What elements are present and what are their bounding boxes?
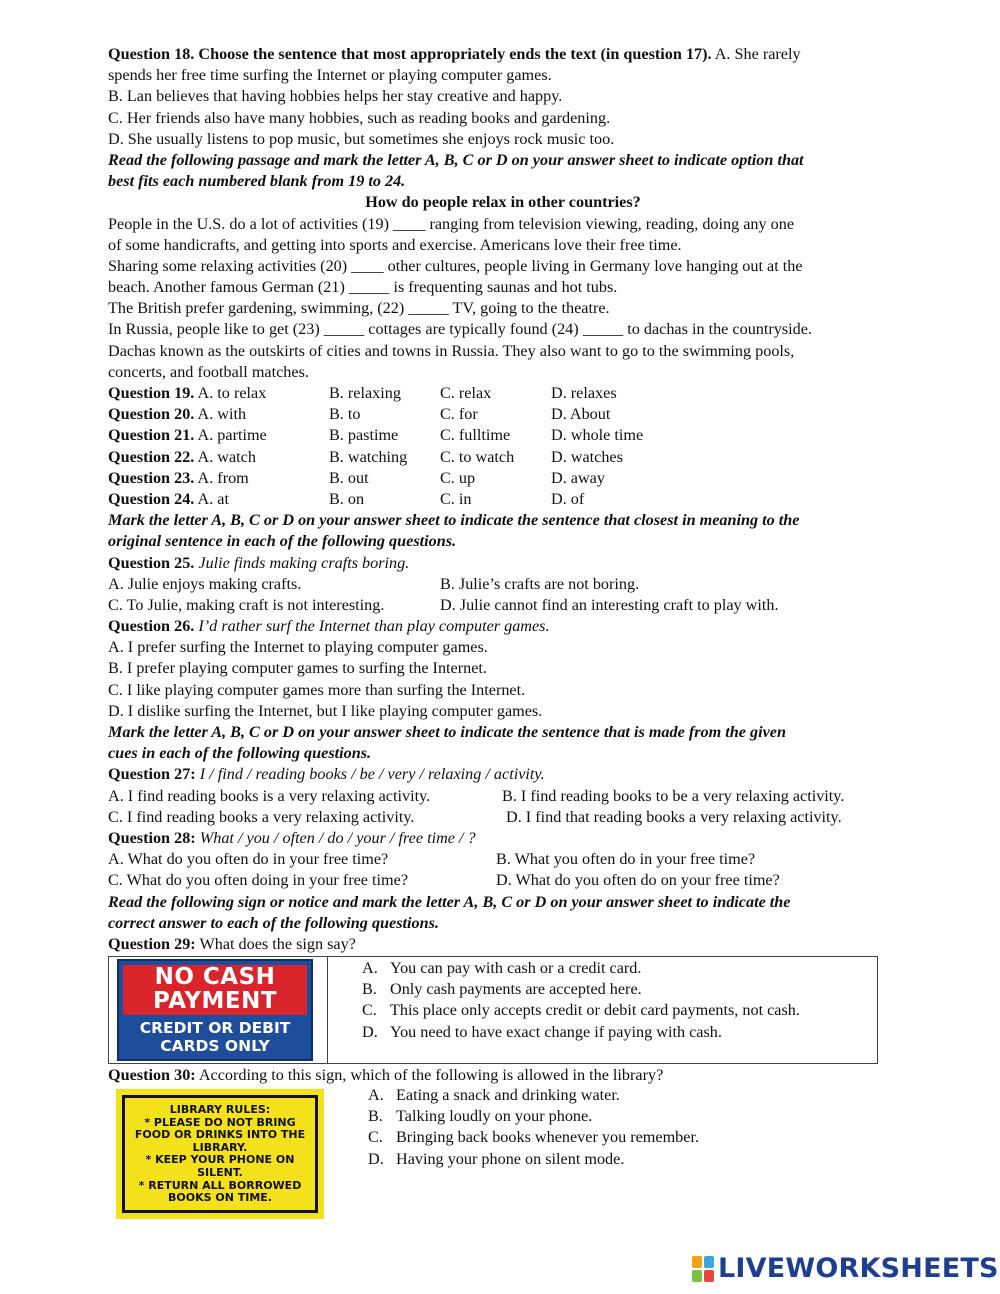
question-18-option-d: D. She usually listens to pop music, but sometimes she enjoys rock music too. — [108, 129, 615, 148]
question-prompt: What does the sign say? — [195, 934, 356, 953]
question-25 — [108, 553, 898, 617]
option-a[interactable]: A. from — [197, 468, 249, 487]
option-c[interactable]: C. up — [440, 468, 476, 487]
question-label: Question 26. — [108, 617, 195, 636]
passage-line: Sharing some relaxing activities (20) ____ other cultures, people living in Germany love hanging out at the — [108, 256, 803, 275]
no-cash-payment-sign — [117, 959, 313, 1061]
option-c[interactable]: C. to watch — [440, 447, 515, 466]
option-a[interactable]: A. Julie enjoys making crafts. — [108, 574, 302, 593]
option-d[interactable]: D. You need to have exact change if paying with cash. — [362, 1022, 722, 1041]
library-rules-panel — [122, 1095, 318, 1213]
question-29-heading — [108, 934, 898, 955]
question-30-heading — [108, 1065, 663, 1086]
option-c[interactable]: C. To Julie, making craft is not interesting. — [108, 595, 385, 614]
passage-line: concerts, and football matches. — [108, 362, 309, 381]
option-b[interactable]: B. out — [329, 468, 369, 487]
option-a[interactable]: A. Eating a snack and drinking water. — [368, 1086, 620, 1104]
passage-line: The British prefer gardening, swimming, (22) _____ TV, going to the theatre. — [108, 299, 610, 318]
question-label: Question 22. — [108, 447, 195, 466]
option-b[interactable]: B. Only cash payments are accepted here. — [362, 980, 642, 999]
question-prompt: I’d rather surf the Internet than play computer games. — [194, 617, 550, 636]
question-20 — [108, 404, 898, 425]
option-b[interactable]: B. on — [329, 489, 365, 508]
option-b[interactable]: B. What you often do in your free time? — [496, 850, 756, 869]
liveworksheets-icon — [692, 1256, 714, 1282]
option-b[interactable]: B. to — [329, 405, 361, 424]
option-d[interactable]: D. I dislike surfing the Internet, but I like playing computer games. — [108, 701, 543, 720]
question-29-options — [328, 957, 800, 1063]
option-a[interactable]: A. partime — [197, 426, 267, 445]
sign-line: CARDS ONLY — [160, 1037, 270, 1055]
option-a[interactable]: A. I find reading books is a very relaxing activity. — [108, 786, 431, 805]
question-label: Question 30: — [108, 1066, 196, 1084]
option-c[interactable]: C. I find reading books a very relaxing activity. — [108, 807, 415, 826]
option-c[interactable]: C. What do you often doing in your free time? — [108, 871, 408, 890]
sign-line: LIBRARY. — [192, 1140, 248, 1154]
sign-line: FOOD OR DRINKS INTO THE — [134, 1128, 306, 1142]
liveworksheets-wordmark: LIVEWORKSHEETS — [718, 1253, 999, 1285]
option-b[interactable]: B. I prefer playing computer games to surfing the Internet. — [108, 659, 487, 678]
question-29-table — [108, 956, 878, 1064]
option-d[interactable]: D. whole time — [551, 426, 644, 445]
option-d[interactable]: D. relaxes — [551, 384, 617, 402]
sign-line: LIBRARY RULES: — [169, 1103, 271, 1116]
passage-line: People in the U.S. do a lot of activities (19) ____ ranging from television viewing, reading, doing any one — [108, 214, 795, 233]
worksheet-page — [108, 44, 898, 955]
passage-line: Dachas known as the outskirts of cities and towns in Russia. They also want to go to the swimming pools, — [108, 341, 795, 360]
question-22 — [108, 447, 898, 468]
question-label: Question 27: — [108, 765, 196, 784]
question-24 — [108, 489, 898, 510]
sign-line: NO CASH — [154, 964, 276, 990]
sign-line: CREDIT OR DEBIT — [139, 1019, 291, 1037]
question-23 — [108, 468, 898, 489]
sign-cell — [109, 957, 328, 1063]
question-18-option-c: C. Her friends also have many hobbies, such as reading books and gardening. — [108, 108, 611, 127]
liveworksheets-logo — [692, 1253, 999, 1285]
question-prompt: I / find / reading books / be / very / relaxing / activity. — [195, 765, 545, 784]
question-18-heading: Question 18. Choose the sentence that most appropriately ends the text (in question 17). — [108, 45, 712, 63]
option-b[interactable]: B. relaxing — [329, 384, 401, 402]
instruction-meaning-line2: original sentence in each of the following questions. — [108, 532, 457, 551]
question-label: Question 21. — [108, 426, 195, 445]
sign-line: * KEEP YOUR PHONE ON — [145, 1153, 295, 1167]
option-c[interactable]: C. This place only accepts credit or debit card payments, not cash. — [362, 1001, 800, 1020]
question-label: Question 29: — [108, 934, 196, 953]
instruction-reading-line1: Read the following passage and mark the letter A, B, C or D on your answer sheet to indicate option that — [108, 150, 804, 169]
option-a[interactable]: A. to relax — [197, 384, 267, 402]
option-d[interactable]: D. away — [551, 468, 605, 487]
option-a[interactable]: A. I prefer surfing the Internet to playing computer games. — [108, 638, 488, 657]
question-prompt: Julie finds making crafts boring. — [194, 553, 410, 572]
option-d[interactable]: D. About — [551, 405, 611, 424]
option-c[interactable]: C. fulltime — [440, 426, 511, 445]
question-label: Question 23. — [108, 468, 195, 487]
question-18 — [108, 44, 898, 150]
option-c[interactable]: C. relax — [440, 384, 492, 402]
option-c[interactable]: C. Bringing back books whenever you remember. — [368, 1128, 699, 1147]
option-b[interactable]: B. Julie’s crafts are not boring. — [440, 574, 640, 593]
option-b[interactable]: B. Talking loudly on your phone. — [368, 1107, 593, 1126]
option-c[interactable]: C. I like playing computer games more than surfing the Internet. — [108, 680, 526, 699]
sign-line: PAYMENT — [152, 988, 278, 1014]
option-d[interactable]: D. watches — [551, 447, 623, 466]
question-18-option-a-cont: spends her free time surfing the Internet or playing computer games. — [108, 66, 552, 85]
question-30-options — [368, 1085, 699, 1170]
sign-red-panel — [123, 965, 307, 1015]
option-a[interactable]: A. watch — [197, 447, 256, 466]
option-a[interactable]: A. with — [197, 405, 247, 424]
instruction-meaning-line1: Mark the letter A, B, C or D on your answer sheet to indicate the sentence that closest in meaning to the — [108, 511, 800, 530]
library-rules-sign — [116, 1089, 324, 1219]
passage-line: of some handicrafts, and getting into sports and exercise. Americans love their free time. — [108, 235, 682, 254]
question-18-option-b: B. Lan believes that having hobbies helps her stay creative and happy. — [108, 87, 563, 106]
question-18-option-a-start: A. She rarely — [711, 45, 801, 63]
option-d[interactable]: D. of — [551, 489, 585, 508]
sign-line: SILENT. — [197, 1165, 243, 1179]
question-26 — [108, 616, 898, 722]
option-b[interactable]: B. pastime — [329, 426, 399, 445]
question-28 — [108, 828, 898, 892]
question-21 — [108, 425, 898, 446]
question-19 — [108, 383, 898, 404]
sign-blue-panel — [123, 1019, 307, 1055]
instruction-sign-line1: Read the following sign or notice and mark the letter A, B, C or D on your answer sheet to indicate the — [108, 892, 791, 911]
question-27 — [108, 764, 898, 828]
instruction-cues-line2: cues in each of the following questions. — [108, 744, 372, 763]
option-d[interactable]: D. Julie cannot find an interesting craft to play with. — [440, 595, 779, 614]
question-label: Question 25. — [108, 553, 195, 572]
passage-title: How do people relax in other countries? — [365, 193, 641, 212]
passage-line: In Russia, people like to get (23) _____ cottages are typically found (24) _____ to dachas in the countryside. — [108, 320, 812, 339]
sign-line: * RETURN ALL BORROWED — [138, 1178, 302, 1192]
instruction-reading-line2: best fits each numbered blank from 19 to 24. — [108, 172, 406, 191]
instruction-sign-line2: correct answer to each of the following questions. — [108, 913, 439, 932]
option-c[interactable]: C. for — [440, 405, 478, 424]
question-label: Question 19. — [108, 384, 195, 402]
option-a[interactable]: A. You can pay with cash or a credit card. — [362, 959, 642, 977]
blank-questions — [108, 383, 898, 510]
question-label: Question 20. — [108, 405, 195, 424]
option-d[interactable]: D. Having your phone on silent mode. — [368, 1149, 625, 1168]
sign-line: * PLEASE DO NOT BRING — [144, 1115, 296, 1129]
question-label: Question 24. — [108, 489, 195, 508]
option-c[interactable]: C. in — [440, 489, 472, 508]
passage-line: beach. Another famous German (21) _____ is frequenting saunas and hot tubs. — [108, 278, 618, 297]
question-prompt: According to this sign, which of the following is allowed in the library? — [195, 1066, 664, 1084]
option-b[interactable]: B. watching — [329, 447, 408, 466]
question-label: Question 28: — [108, 828, 196, 847]
instruction-cues-line1: Mark the letter A, B, C or D on your answer sheet to indicate the sentence that is made from the given — [108, 723, 786, 741]
option-a[interactable]: A. What do you often do in your free time? — [108, 850, 389, 869]
option-d[interactable]: D. I find that reading books a very relaxing activity. — [506, 807, 842, 826]
passage-body — [108, 214, 898, 384]
option-b[interactable]: B. I find reading books to be a very relaxing activity. — [502, 786, 845, 805]
option-a[interactable]: A. at — [197, 489, 229, 508]
sign-line: BOOKS ON TIME. — [168, 1191, 272, 1205]
option-d[interactable]: D. What do you often do on your free time? — [496, 871, 780, 890]
question-prompt: What / you / often / do / your / free time / ? — [195, 828, 476, 847]
